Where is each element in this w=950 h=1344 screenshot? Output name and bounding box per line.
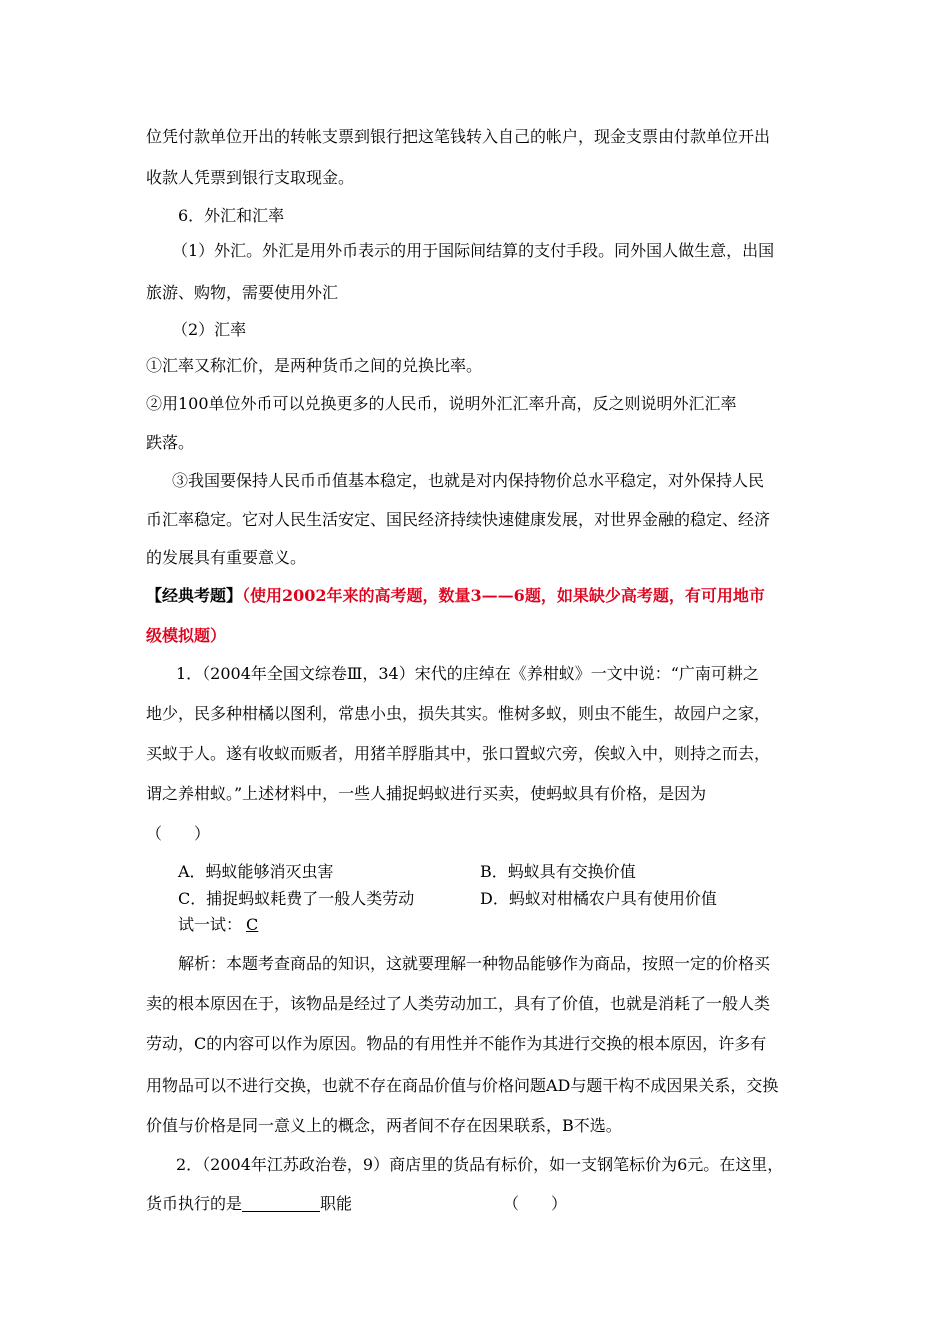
text-line: ②用100单位外币可以兑换更多的人民币，说明外汇汇率升高，反之则说明外汇汇率 xyxy=(146,394,737,413)
question-text: 地少，民多种柑橘以图利，常患小虫，损失其实。惟树多蚁，则虫不能生，故园户之家， xyxy=(146,704,771,723)
question-text: 买蚁于人。遂有收蚁而贩者，用猪羊脬脂其中，张口置蚁穴旁，俟蚁入中，则持之而去， xyxy=(146,744,771,763)
option-d: D．蚂蚁对柑橘农户具有使用价值 xyxy=(480,889,717,908)
fill-blank xyxy=(242,1195,320,1212)
section-heading: 【经典考题】 xyxy=(146,586,243,605)
text-line: 位凭付款单位开出的转帐支票到银行把这笔钱转入自己的帐户，现金支票由付款单位开出 xyxy=(146,127,771,146)
section-note: 级模拟题） xyxy=(146,626,227,645)
text-line: 跌落。 xyxy=(146,433,195,452)
try-answer: C xyxy=(246,915,259,934)
question-text: 谓之养柑蚁。”上述材料中，一些人捕捉蚂蚁进行买卖，使蚂蚁具有价格，是因为 xyxy=(146,784,707,803)
text-line: 收款人凭票到银行支取现金。 xyxy=(146,168,355,187)
option-a: A．蚂蚁能够消灭虫害 xyxy=(178,862,334,881)
option-c: C．捕捉蚂蚁耗费了一般人类劳动 xyxy=(178,889,415,908)
analysis-text: 价值与价格是同一意义上的概念，两者间不存在因果联系，B不选。 xyxy=(146,1116,622,1135)
analysis-text: 劳动，C的内容可以作为原因。物品的有用性并不能作为其进行交换的根本原因，许多有 xyxy=(146,1034,767,1053)
text-line: 的发展具有重要意义。 xyxy=(146,548,307,567)
text-line: ③我国要保持人民币币值基本稳定，也就是对内保持物价总水平稳定，对外保持人民 xyxy=(172,471,765,490)
text-line: 旅游、购物，需要使用外汇 xyxy=(146,283,339,302)
question-text xyxy=(146,1194,806,1214)
question-text: 2．（2004年江苏政治卷，9）商店里的货品有标价，如一支钢笔标价为6元。在这里， xyxy=(176,1155,784,1174)
option-b: B．蚂蚁具有交换价值 xyxy=(480,862,636,881)
text-line: （1）外汇。外汇是用外币表示的用于国际间结算的支付手段。同外国人做生意，出国 xyxy=(172,241,775,260)
answer-paren: （ ） xyxy=(503,1194,568,1213)
analysis-text: 解析：本题考查商品的知识，这就要理解一种物品能够作为商品，按照一定的价格买 xyxy=(178,954,771,973)
subsection-heading: 6．外汇和汇率 xyxy=(178,206,285,225)
text-line: 币汇率稳定。它对人民生活安定、国民经济持续快速健康发展，对世界金融的稳定、经济 xyxy=(146,510,771,529)
try-label: 试一试： xyxy=(178,915,243,934)
analysis-text: 用物品可以不进行交换，也就不存在商品价值与价格问题AD与题干构不成因果关系，交换 xyxy=(146,1076,779,1095)
section-heading-line xyxy=(146,586,806,606)
try-line xyxy=(178,915,808,935)
question-text: 1．（2004年全国文综卷Ⅲ，34）宋代的庄绰在《养柑蚁》一文中说：“广南可耕之 xyxy=(176,664,759,683)
text-line: （2）汇率 xyxy=(172,320,247,339)
text-line: ①汇率又称汇价，是两种货币之间的兑换比率。 xyxy=(146,356,483,375)
answer-paren: （ ） xyxy=(146,824,211,843)
analysis-text: 卖的根本原因在于，该物品是经过了人类劳动加工，具有了价值，也就是消耗了一般人类 xyxy=(146,994,771,1013)
section-note: （使用2002年来的高考题，数量3——6题，如果缺少高考题，有可用地市 xyxy=(242,586,765,605)
question-text-prefix: 货币执行的是 xyxy=(146,1194,243,1213)
question-text-suffix: 职能 xyxy=(320,1194,353,1213)
